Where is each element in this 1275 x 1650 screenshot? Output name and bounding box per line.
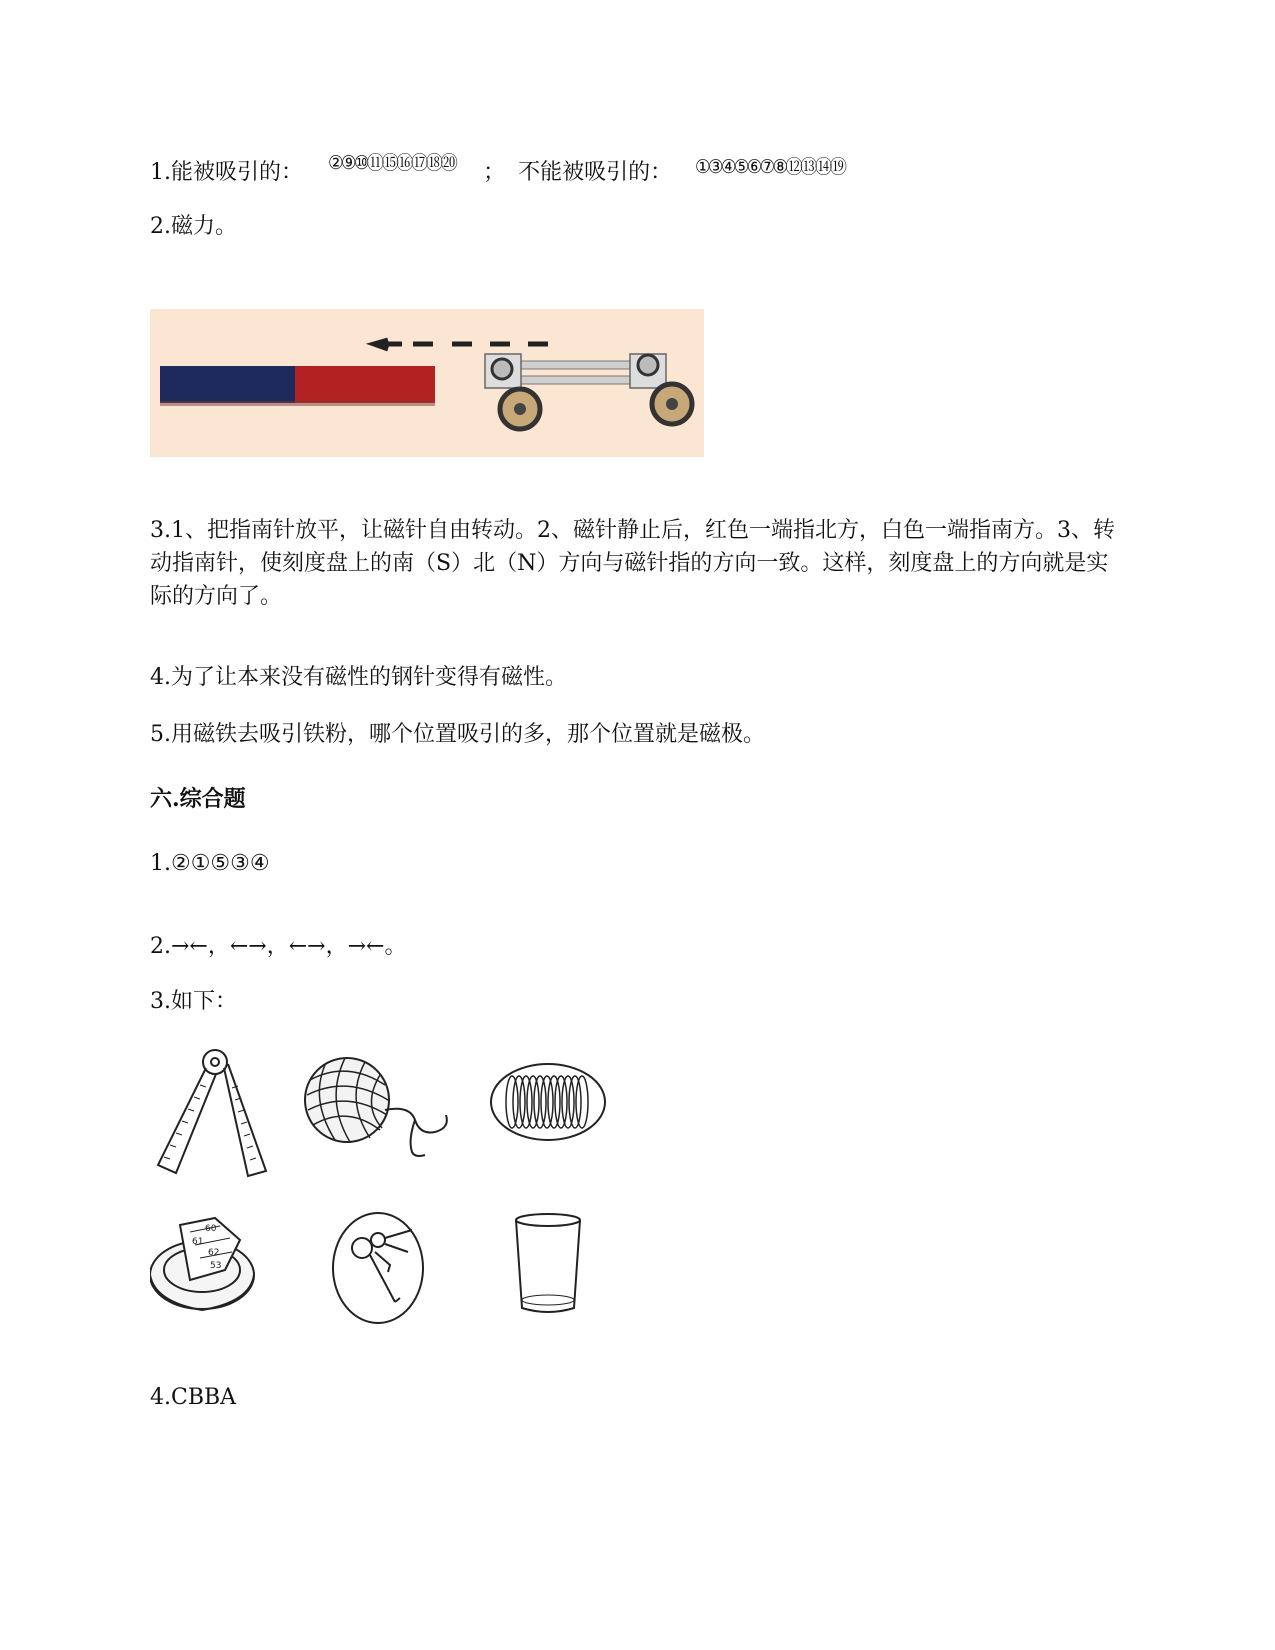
magnet-car-illustration [150,309,704,457]
section-6-answer-1: 1.②①⑤③④ [150,851,270,876]
answer-1 [150,152,857,188]
tape-number: 53 [210,1261,222,1271]
magnet-car-figure [150,309,704,457]
bar-magnet [160,366,435,406]
answer-3: 3.1、把指南针放平，让磁针自由转动。2、磁针静止后，红色一端指北方，白色一端指南方。3、转动指南针，使刻度盘上的南（S）北（N）方向与磁针指的方向一致。这样，刻度盘上的方向就是实际的方向了。 [150,518,1115,609]
answer-1-middle: 不能被吸引的： [518,160,673,185]
not-attracted-items: ①③④⑤⑥⑦⑧⑫⑬⑭⑲ [695,156,845,178]
yarn-ball-icon [305,1058,447,1156]
tape-measure-icon [150,1218,254,1310]
keys-icon [333,1213,423,1323]
tape-number: 60 [205,1224,217,1234]
tape-number: 62 [208,1248,220,1258]
section-6-answer-4: 4.CBBA [150,1385,237,1410]
answer-4: 4.为了让本来没有磁性的钢针变得有磁性。 [150,665,567,690]
section-6-answer-2: 2.→←，←→，←→，→←。 [150,934,407,959]
objects-figure [150,1040,650,1340]
attracted-items: ②⑨⑩⑪⑮⑯⑰⑱⑳ [328,152,456,174]
folding-ruler-icon [158,1050,266,1176]
answer-1-separator: ； [483,160,506,185]
magnet-north-end [160,366,295,403]
answer-5: 5.用磁铁去吸引铁粉，哪个位置吸引的多，那个位置就是磁极。 [150,722,765,747]
spring-icon [491,1064,605,1140]
magnet-south-end [295,366,435,403]
section-6-answer-3: 3.如下： [150,989,237,1014]
cup-icon [516,1214,580,1312]
tape-number: 61 [192,1237,204,1247]
answer-2: 2.磁力。 [150,214,237,239]
section-6-heading: 六.综合题 [150,786,246,812]
objects-illustration [150,1040,650,1340]
answer-1-prefix: 1.能被吸引的： [150,160,303,185]
